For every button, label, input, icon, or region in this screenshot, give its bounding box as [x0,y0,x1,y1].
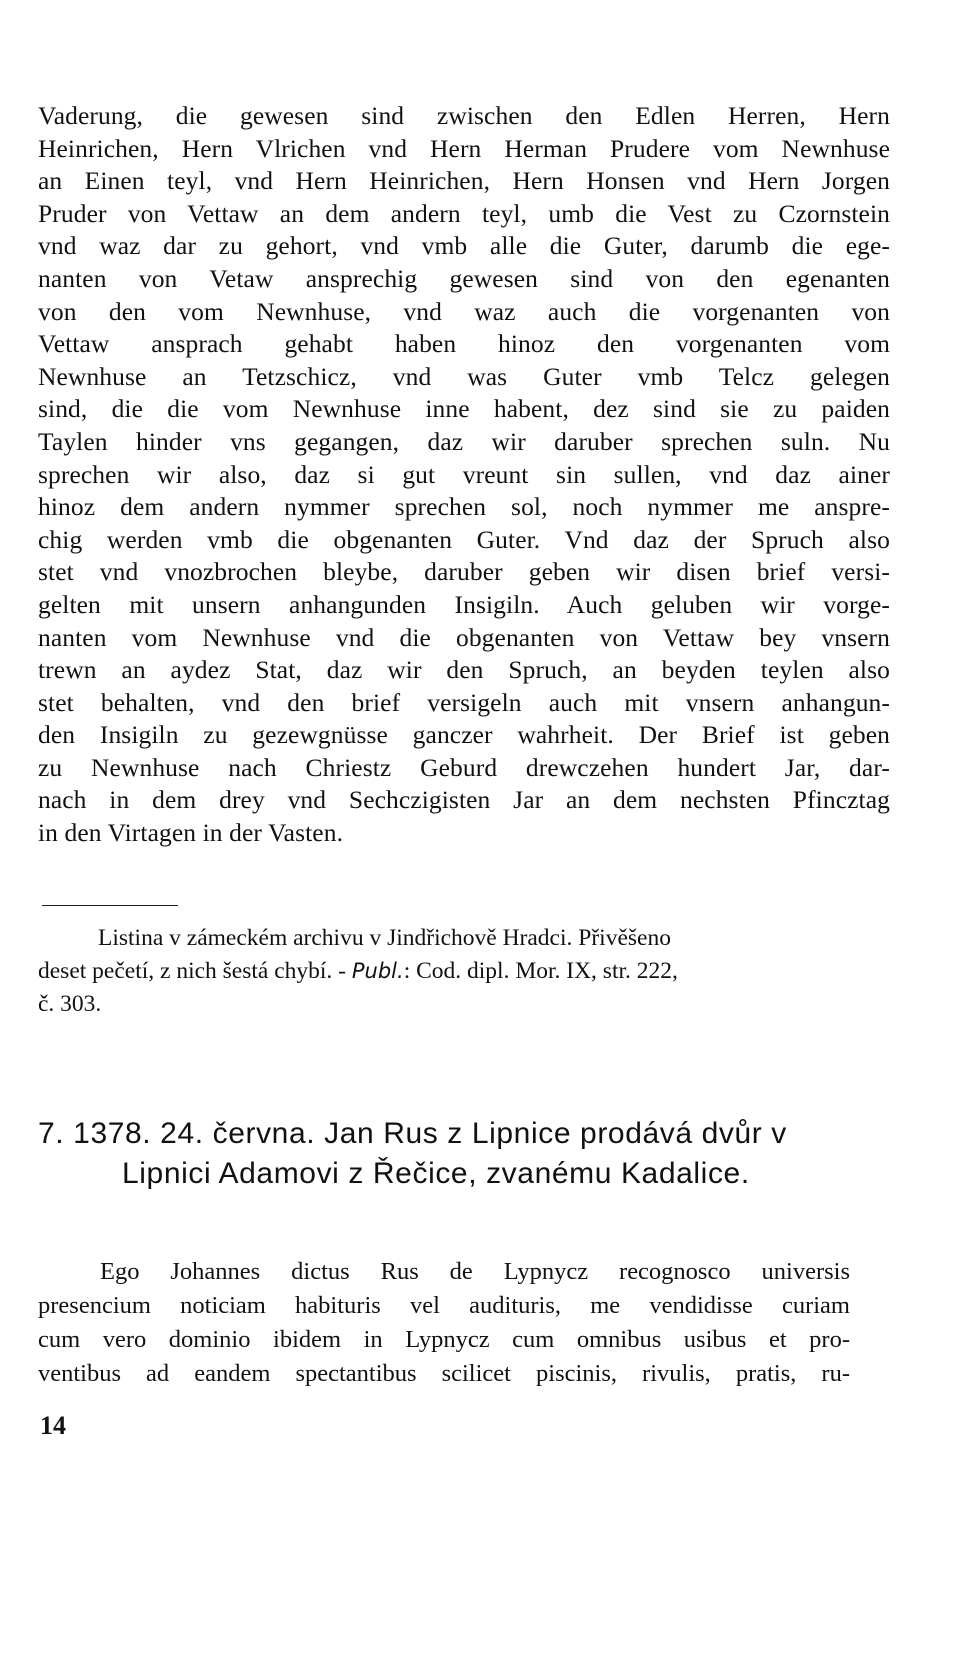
text-line: nach in dem drey vnd Sechczigisten Jar an dem nechsten Pfincztag [38,785,890,815]
note-line: Listina v zámeckém archivu v Jindřichově Hradci. Přivěšeno [98,925,671,951]
text-line: Heinrichen, Hern Vlrichen vnd Hern Herman Prudere vom Newnhuse [38,133,890,163]
heading-line: 7. 1378. 24. června. Jan Rus z Lipnice prodává dvůr v [38,1117,787,1150]
text-line: nanten vom Newnhuse vnd die obgenanten von Vettaw bey vnsern [38,622,890,652]
footnote-divider [42,905,178,906]
text-line: in den Virtagen in der Vasten. [38,818,344,848]
publication-label: Publ. [351,959,404,983]
latin-text-block [38,1255,850,1391]
note-line: č. 303. [38,991,102,1017]
page-number: 14 [40,1411,66,1440]
text-line: zu Newnhuse nach Chriestz Geburd drewczehen hundert Jar, dar- [38,752,890,782]
text-line: sprechen wir also, daz si gut vreunt sin sullen, vnd daz ainer [38,459,890,489]
text-line: stet vnd vnozbrochen bleybe, daruber geben wir disen brief versi- [38,557,890,587]
text-line: gelten mit unsern anhangunden Insigiln. Auch geluben wir vorge- [38,589,890,619]
text-line: an Einen teyl, vnd Hern Heinrichen, Hern Honsen vnd Hern Jorgen [38,166,890,196]
note-text: deset pečetí, z nich šestá chybí. - [38,958,352,984]
text-line: den Insigiln zu gezewgnüsse ganczer wahrheit. Der Brief ist geben [38,720,890,750]
text-line: sind, die die vom Newnhuse inne habent, dez sind sie zu paiden [38,394,890,424]
main-text-block [38,100,890,850]
text-line: nanten von Vetaw ansprechig gewesen sind von den egenanten [38,263,890,293]
note-line [38,955,850,988]
text-line: vnd waz dar zu gehort, vnd vmb alle die Guter, darumb die ege- [38,231,890,261]
text-line: hinoz dem andern nymmer sprechen sol, noch nymmer me anspre- [38,492,890,522]
text-line: Vettaw ansprach gehabt haben hinoz den vorgenanten vom [38,329,890,359]
archival-note [38,922,850,1021]
text-line: cum vero dominio ibidem in Lypnycz cum omnibus usibus et pro- [38,1326,850,1353]
text-line: Newnhuse an Tetzschicz, vnd was Guter vmb Telcz gelegen [38,361,890,391]
text-line: trewn an aydez Stat, daz wir den Spruch, an beyden teylen also [38,655,890,685]
heading-line: Lipnici Adamovi z Řečice, zvanému Kadalice. [122,1157,750,1190]
text-line: ventibus ad eandem spectantibus scilicet piscinis, rivulis, pratis, ru- [38,1360,850,1387]
text-line: Ego Johannes dictus Rus de Lypnycz recognosco universis [100,1258,850,1285]
text-line: Vaderung, die gewesen sind zwischen den Edlen Herren, Hern [38,101,890,130]
text-line: chig werden vmb die obgenanten Guter. Vnd daz der Spruch also [38,524,890,554]
text-line: von den vom Newnhuse, vnd waz auch die vorgenanten von [38,296,890,326]
text-line: Pruder von Vettaw an dem andern teyl, umb die Vest zu Czornstein [38,198,890,228]
text-line: presencium noticiam habituris vel audituris, me vendidisse curiam [38,1292,850,1319]
document-heading [38,1114,890,1194]
note-text: : Cod. dipl. Mor. IX, str. 222, [403,958,678,984]
text-line: stet behalten, vnd den brief versigeln auch mit vnsern anhangun- [38,687,890,717]
text-line: Taylen hinder vns gegangen, daz wir daruber sprechen suln. Nu [38,426,890,456]
